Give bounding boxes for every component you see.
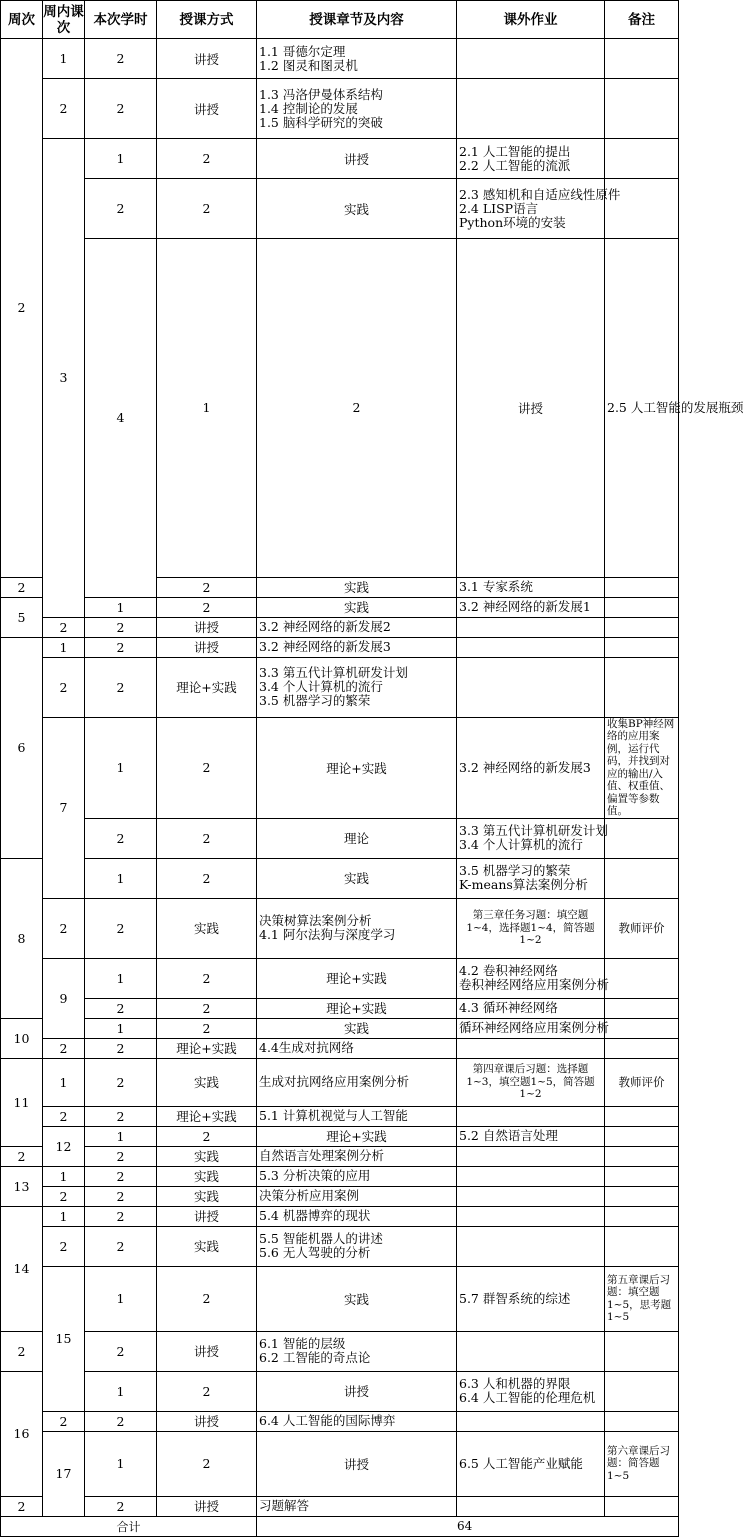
mode-cell: 理论+实践 bbox=[157, 1038, 257, 1058]
table-row bbox=[1, 239, 679, 578]
mode-cell: 讲授 bbox=[157, 637, 257, 657]
homework-cell bbox=[605, 1371, 679, 1411]
mode-cell: 讲授 bbox=[257, 1371, 457, 1411]
topic-line: 2.2 人工智能的流派 bbox=[459, 157, 571, 173]
topic-line: 1.1 哥德尔定理 bbox=[259, 43, 346, 59]
content-cell bbox=[457, 998, 605, 1018]
content-cell bbox=[457, 1126, 605, 1146]
week-cell: 16 bbox=[1, 1371, 43, 1496]
content-cell bbox=[257, 617, 457, 637]
remark-cell bbox=[605, 1226, 679, 1266]
mode-cell: 讲授 bbox=[157, 1411, 257, 1431]
content-cell bbox=[257, 1206, 457, 1226]
topic-line: 1.2 图灵和图灵机 bbox=[259, 57, 358, 73]
header-hours: 本次学时 bbox=[85, 1, 157, 39]
homework-cell bbox=[605, 139, 679, 179]
hours-cell: 2 bbox=[85, 1166, 157, 1186]
mode-cell: 理论+实践 bbox=[157, 657, 257, 717]
week-cell: 7 bbox=[43, 717, 85, 898]
homework-cell bbox=[457, 39, 605, 79]
homework-cell: 收集BP神经网络的应用案例，运行代码，并找到对应的输出/入值、权重值、偏置等参数值。 bbox=[605, 717, 679, 818]
mode-cell: 理论+实践 bbox=[257, 958, 457, 998]
content-cell bbox=[257, 1166, 457, 1186]
session-cell: 2 bbox=[85, 818, 157, 858]
hours-cell: 2 bbox=[85, 1038, 157, 1058]
table-row bbox=[1, 1331, 679, 1371]
homework-cell bbox=[605, 818, 679, 858]
table-row bbox=[1, 1146, 679, 1166]
session-cell: 1 bbox=[85, 1266, 157, 1331]
content-cell bbox=[257, 1038, 457, 1058]
content-cell bbox=[257, 1226, 457, 1266]
topic-line: 3.2 神经网络的新发展1 bbox=[459, 599, 591, 614]
content-cell bbox=[457, 1266, 605, 1331]
week-cell: 3 bbox=[43, 139, 85, 618]
mode-cell: 讲授 bbox=[157, 1331, 257, 1371]
session-cell: 2 bbox=[43, 1106, 85, 1126]
table-row bbox=[1, 1496, 679, 1516]
session-cell: 2 bbox=[85, 179, 157, 239]
hours-cell: 2 bbox=[85, 1186, 157, 1206]
mode-cell: 实践 bbox=[157, 1226, 257, 1266]
table-row bbox=[1, 717, 679, 818]
hours-cell: 2 bbox=[157, 1431, 257, 1496]
content-cell bbox=[257, 1331, 457, 1371]
content-cell bbox=[257, 1106, 457, 1126]
topic-line: 3.4 个人计算机的流行 bbox=[259, 679, 383, 694]
table-row bbox=[1, 1431, 679, 1496]
mode-cell: 讲授 bbox=[257, 139, 457, 179]
remark-cell bbox=[605, 617, 679, 637]
session-cell: 1 bbox=[157, 239, 257, 578]
topic-line: 3.5 机器学习的繁荣 bbox=[259, 693, 371, 708]
remark-cell: 教师评价 bbox=[605, 1058, 679, 1106]
table-row bbox=[1, 1058, 679, 1106]
session-cell: 2 bbox=[43, 79, 85, 139]
hours-cell: 2 bbox=[157, 1266, 257, 1331]
topic-line: 决策树算法案例分析 bbox=[259, 913, 372, 928]
table-row bbox=[1, 617, 679, 637]
mode-cell: 实践 bbox=[157, 898, 257, 958]
mode-cell: 讲授 bbox=[157, 79, 257, 139]
session-cell: 2 bbox=[43, 617, 85, 637]
hours-cell: 2 bbox=[157, 1126, 257, 1146]
table-row bbox=[1, 1266, 679, 1331]
remark-cell bbox=[605, 1496, 679, 1516]
remark-cell bbox=[605, 657, 679, 717]
homework-cell bbox=[457, 1106, 605, 1126]
mode-cell: 实践 bbox=[257, 1018, 457, 1038]
week-cell: 13 bbox=[1, 1166, 43, 1206]
topic-line: 6.4 人工智能的伦理危机 bbox=[459, 1390, 596, 1405]
topic-line: 6.4 人工智能的国际博弈 bbox=[259, 1413, 396, 1428]
content-cell bbox=[457, 577, 605, 597]
hours-cell: 2 bbox=[157, 998, 257, 1018]
session-cell: 1 bbox=[85, 139, 157, 179]
hours-cell: 2 bbox=[157, 1018, 257, 1038]
content-cell bbox=[457, 858, 605, 898]
table-row bbox=[1, 1206, 679, 1226]
homework-cell bbox=[457, 637, 605, 657]
mode-cell: 讲授 bbox=[457, 239, 605, 578]
mode-cell: 理论 bbox=[257, 818, 457, 858]
topic-line: 1.4 控制论的发展 bbox=[259, 100, 358, 116]
remark-cell bbox=[605, 1206, 679, 1226]
content-cell bbox=[257, 39, 457, 79]
topic-line: 1.5 脑科学研究的突破 bbox=[259, 114, 383, 130]
week-cell: 11 bbox=[1, 1058, 43, 1146]
session-cell: 2 bbox=[43, 1038, 85, 1058]
homework-cell bbox=[605, 1126, 679, 1146]
mode-cell: 实践 bbox=[257, 858, 457, 898]
topic-line: 1.3 冯洛伊曼体系结构 bbox=[259, 86, 383, 102]
session-cell: 2 bbox=[43, 657, 85, 717]
content-cell bbox=[457, 139, 605, 179]
content-cell bbox=[457, 1431, 605, 1496]
mode-cell: 讲授 bbox=[157, 617, 257, 637]
topic-line: 习题解答 bbox=[259, 1498, 310, 1513]
topic-line: 4.2 卷积神经网络 bbox=[459, 963, 558, 978]
homework-cell bbox=[605, 958, 679, 998]
session-cell: 2 bbox=[43, 1226, 85, 1266]
content-cell bbox=[457, 179, 621, 239]
remark-cell bbox=[605, 1038, 679, 1058]
week-cell: 6 bbox=[1, 637, 43, 858]
hours-cell: 2 bbox=[157, 717, 257, 818]
table-row bbox=[1, 998, 679, 1018]
topic-line: 5.7 群智系统的综述 bbox=[459, 1290, 571, 1306]
remark-cell bbox=[605, 1186, 679, 1206]
session-cell: 2 bbox=[1, 1146, 43, 1166]
table-row bbox=[1, 898, 679, 958]
table-row bbox=[1, 597, 679, 617]
content-cell bbox=[457, 717, 605, 818]
hours-cell: 2 bbox=[85, 79, 157, 139]
header-session: 周内课次 bbox=[43, 1, 85, 39]
header-row bbox=[1, 1, 679, 39]
homework-cell bbox=[457, 1166, 605, 1186]
topic-line: 3.3 第五代计算机研发计划 bbox=[259, 665, 408, 680]
total-label: 合计 bbox=[1, 1516, 257, 1536]
homework-cell bbox=[457, 1411, 605, 1431]
header-week: 周次 bbox=[1, 1, 43, 39]
homework-cell bbox=[457, 79, 605, 139]
table-row bbox=[1, 1126, 679, 1146]
table-row bbox=[1, 39, 679, 79]
session-cell: 1 bbox=[85, 858, 157, 898]
mode-cell: 讲授 bbox=[157, 1496, 257, 1516]
homework-cell bbox=[605, 1018, 679, 1038]
remark-cell bbox=[605, 79, 679, 139]
session-cell: 2 bbox=[43, 898, 85, 958]
topic-line: 5.3 分析决策的应用 bbox=[259, 1168, 371, 1183]
hours-cell: 2 bbox=[257, 239, 457, 578]
week-cell: 4 bbox=[85, 239, 157, 598]
homework-cell: 第三章任务习题：填空题1~4，选择题1~4，简答题1~2 bbox=[457, 898, 605, 958]
remark-cell bbox=[605, 637, 679, 657]
topic-line: 卷积神经网络应用案例分析 bbox=[459, 977, 610, 992]
session-cell: 1 bbox=[85, 1431, 157, 1496]
topic-line: 6.5 人工智能产业赋能 bbox=[459, 1455, 583, 1471]
header-homework: 课外作业 bbox=[457, 1, 605, 39]
table-row bbox=[1, 1106, 679, 1126]
hours-cell: 2 bbox=[85, 617, 157, 637]
header-remark: 备注 bbox=[605, 1, 679, 39]
hours-cell: 2 bbox=[157, 818, 257, 858]
table-row bbox=[1, 858, 679, 898]
topic-line: 5.1 计算机视觉与人工智能 bbox=[259, 1108, 408, 1123]
homework-cell bbox=[457, 1226, 605, 1266]
week-cell: 12 bbox=[43, 1126, 85, 1166]
content-cell bbox=[457, 597, 605, 617]
hours-cell: 2 bbox=[157, 577, 257, 597]
homework-cell: 第四章课后习题：选择题1~3，填空题1~5，简答题1~2 bbox=[457, 1058, 605, 1106]
homework-cell bbox=[457, 1331, 605, 1371]
hours-cell: 2 bbox=[85, 898, 157, 958]
mode-cell: 实践 bbox=[157, 1058, 257, 1106]
content-cell bbox=[257, 79, 457, 139]
remark-cell bbox=[605, 39, 679, 79]
hours-cell: 2 bbox=[157, 139, 257, 179]
total-value: 64 bbox=[257, 1516, 679, 1536]
topic-line: 6.1 智能的层级 bbox=[259, 1336, 346, 1351]
remark-cell: 教师评价 bbox=[605, 898, 679, 958]
hours-cell: 2 bbox=[85, 1411, 157, 1431]
content-cell bbox=[257, 1058, 457, 1106]
hours-cell: 2 bbox=[85, 1226, 157, 1266]
content-cell bbox=[457, 1371, 605, 1411]
hours-cell: 2 bbox=[157, 179, 257, 239]
content-cell bbox=[257, 1496, 457, 1516]
header-content: 授课章节及内容 bbox=[257, 1, 457, 39]
topic-line: 自然语言处理案例分析 bbox=[259, 1148, 385, 1163]
homework-cell bbox=[457, 617, 605, 637]
session-cell: 1 bbox=[85, 1018, 157, 1038]
mode-cell: 理论+实践 bbox=[157, 1106, 257, 1126]
topic-line: 6.3 人和机器的界限 bbox=[459, 1376, 571, 1391]
mode-cell: 实践 bbox=[157, 1166, 257, 1186]
topic-line: 决策分析应用案例 bbox=[259, 1188, 360, 1203]
week-cell: 5 bbox=[1, 597, 43, 637]
homework-cell bbox=[605, 858, 679, 898]
hours-cell: 2 bbox=[85, 1146, 157, 1166]
session-cell: 1 bbox=[43, 1058, 85, 1106]
topic-line: 3.2 神经网络的新发展3 bbox=[259, 639, 391, 654]
content-cell bbox=[257, 1186, 457, 1206]
topic-line: 循环神经网络应用案例分析 bbox=[459, 1020, 610, 1035]
topic-line: 生成对抗网络应用案例分析 bbox=[259, 1074, 410, 1089]
hours-cell: 2 bbox=[85, 1106, 157, 1126]
table-row bbox=[1, 1411, 679, 1431]
mode-cell: 实践 bbox=[157, 1186, 257, 1206]
homework-cell bbox=[457, 1186, 605, 1206]
mode-cell: 实践 bbox=[257, 597, 457, 617]
topic-line: 5.2 自然语言处理 bbox=[459, 1128, 558, 1143]
session-cell: 1 bbox=[43, 637, 85, 657]
remark-cell bbox=[605, 1106, 679, 1126]
homework-cell bbox=[605, 998, 679, 1018]
week-cell: 9 bbox=[43, 958, 85, 1038]
homework-cell bbox=[457, 1146, 605, 1166]
session-cell: 1 bbox=[85, 1126, 157, 1146]
topic-line: 4.4生成对抗网络 bbox=[259, 1040, 354, 1055]
mode-cell: 实践 bbox=[257, 179, 457, 239]
homework-cell bbox=[457, 657, 605, 717]
hours-cell: 2 bbox=[157, 958, 257, 998]
session-cell: 1 bbox=[85, 717, 157, 818]
hours-cell: 2 bbox=[85, 1206, 157, 1226]
homework-cell bbox=[605, 597, 679, 617]
table-row bbox=[1, 1018, 679, 1038]
mode-cell: 理论+实践 bbox=[257, 998, 457, 1018]
topic-line: 2.4 LISP语言 bbox=[459, 200, 539, 216]
mode-cell: 实践 bbox=[157, 1146, 257, 1166]
table-row bbox=[1, 1186, 679, 1206]
session-cell: 1 bbox=[85, 597, 157, 617]
topic-line: 3.2 神经网络的新发展3 bbox=[459, 759, 591, 775]
homework-cell bbox=[457, 1038, 605, 1058]
hours-cell: 2 bbox=[157, 597, 257, 617]
topic-line: 3.2 神经网络的新发展2 bbox=[259, 619, 391, 634]
content-cell bbox=[257, 1146, 457, 1166]
content-cell bbox=[257, 898, 457, 958]
session-cell: 2 bbox=[1, 1496, 43, 1516]
table-row bbox=[1, 179, 679, 239]
homework-cell bbox=[457, 1206, 605, 1226]
hours-cell: 2 bbox=[85, 657, 157, 717]
week-cell: 15 bbox=[43, 1266, 85, 1411]
table-row bbox=[1, 1371, 679, 1411]
mode-cell: 讲授 bbox=[157, 39, 257, 79]
topic-line: 5.5 智能机器人的讲述 bbox=[259, 1231, 383, 1246]
topic-line: K-means算法案例分析 bbox=[459, 877, 588, 892]
topic-line: 2.3 感知机和自适应线性原件 bbox=[459, 186, 621, 202]
session-cell: 2 bbox=[1, 1331, 43, 1371]
mode-cell: 实践 bbox=[257, 577, 457, 597]
topic-line: Python环境的安装 bbox=[459, 214, 566, 230]
homework-cell bbox=[605, 577, 679, 597]
hours-cell: 2 bbox=[85, 1331, 157, 1371]
hours-cell: 2 bbox=[85, 637, 157, 657]
mode-cell: 讲授 bbox=[157, 1206, 257, 1226]
content-cell bbox=[605, 239, 743, 578]
topic-line: 6.2 工智能的奇点论 bbox=[259, 1350, 371, 1365]
topic-line: 3.3 第五代计算机研发计划 bbox=[459, 823, 608, 838]
content-cell bbox=[457, 818, 608, 858]
content-cell bbox=[257, 1411, 457, 1431]
homework-cell: 第五章课后习题：填空题1~5，思考题1~5 bbox=[605, 1266, 679, 1331]
hours-cell: 2 bbox=[85, 1058, 157, 1106]
table-row bbox=[1, 818, 679, 858]
remark-cell bbox=[605, 1331, 679, 1371]
hours-cell: 2 bbox=[157, 858, 257, 898]
session-cell: 1 bbox=[85, 958, 157, 998]
content-cell bbox=[457, 1018, 610, 1038]
week-cell: 8 bbox=[1, 858, 43, 1018]
table-row bbox=[1, 637, 679, 657]
mode-cell: 理论+实践 bbox=[257, 1126, 457, 1146]
content-cell bbox=[257, 657, 457, 717]
remark-cell bbox=[605, 1166, 679, 1186]
topic-line: 5.6 无人驾驶的分析 bbox=[259, 1245, 371, 1260]
mode-cell: 理论+实践 bbox=[257, 717, 457, 818]
topic-line: 3.1 专家系统 bbox=[459, 579, 533, 594]
mode-cell: 实践 bbox=[257, 1266, 457, 1331]
remark-cell bbox=[605, 1411, 679, 1431]
homework-cell: 第六章课后习题：简答题1~5 bbox=[605, 1431, 679, 1496]
table-row bbox=[1, 1038, 679, 1058]
session-cell: 1 bbox=[43, 1166, 85, 1186]
topic-line: 2.1 人工智能的提出 bbox=[459, 143, 571, 159]
hours-cell: 2 bbox=[157, 1371, 257, 1411]
hours-cell: 2 bbox=[85, 1496, 157, 1516]
topic-line: 3.4 个人计算机的流行 bbox=[459, 837, 583, 852]
table-row bbox=[1, 79, 679, 139]
week-cell: 2 bbox=[1, 39, 43, 578]
topic-line: 3.5 机器学习的繁荣 bbox=[459, 863, 571, 878]
remark-cell bbox=[605, 1146, 679, 1166]
topic-line: 4.3 循环神经网络 bbox=[459, 1000, 558, 1015]
hours-cell: 2 bbox=[85, 39, 157, 79]
session-cell: 2 bbox=[43, 1411, 85, 1431]
total-row bbox=[1, 1516, 679, 1536]
week-cell: 14 bbox=[1, 1206, 43, 1331]
mode-cell: 讲授 bbox=[257, 1431, 457, 1496]
table-row bbox=[1, 958, 679, 998]
table-row bbox=[1, 1166, 679, 1186]
header-mode: 授课方式 bbox=[157, 1, 257, 39]
session-cell: 1 bbox=[43, 39, 85, 79]
homework-cell bbox=[457, 1496, 605, 1516]
topic-line: 2.5 人工智能的发展瓶颈 bbox=[607, 399, 743, 415]
topic-line: 4.1 阿尔法狗与深度学习 bbox=[259, 927, 396, 942]
session-cell: 1 bbox=[85, 1371, 157, 1411]
content-cell bbox=[457, 958, 610, 998]
week-cell: 17 bbox=[43, 1431, 85, 1516]
session-cell: 2 bbox=[1, 577, 43, 597]
table-row bbox=[1, 657, 679, 717]
content-cell bbox=[257, 637, 457, 657]
week-cell: 10 bbox=[1, 1018, 43, 1058]
session-cell: 2 bbox=[85, 998, 157, 1018]
table-row bbox=[1, 1226, 679, 1266]
table-row bbox=[1, 139, 679, 179]
session-cell: 2 bbox=[43, 1186, 85, 1206]
session-cell: 1 bbox=[43, 1206, 85, 1226]
topic-line: 5.4 机器博弈的现状 bbox=[259, 1208, 371, 1223]
